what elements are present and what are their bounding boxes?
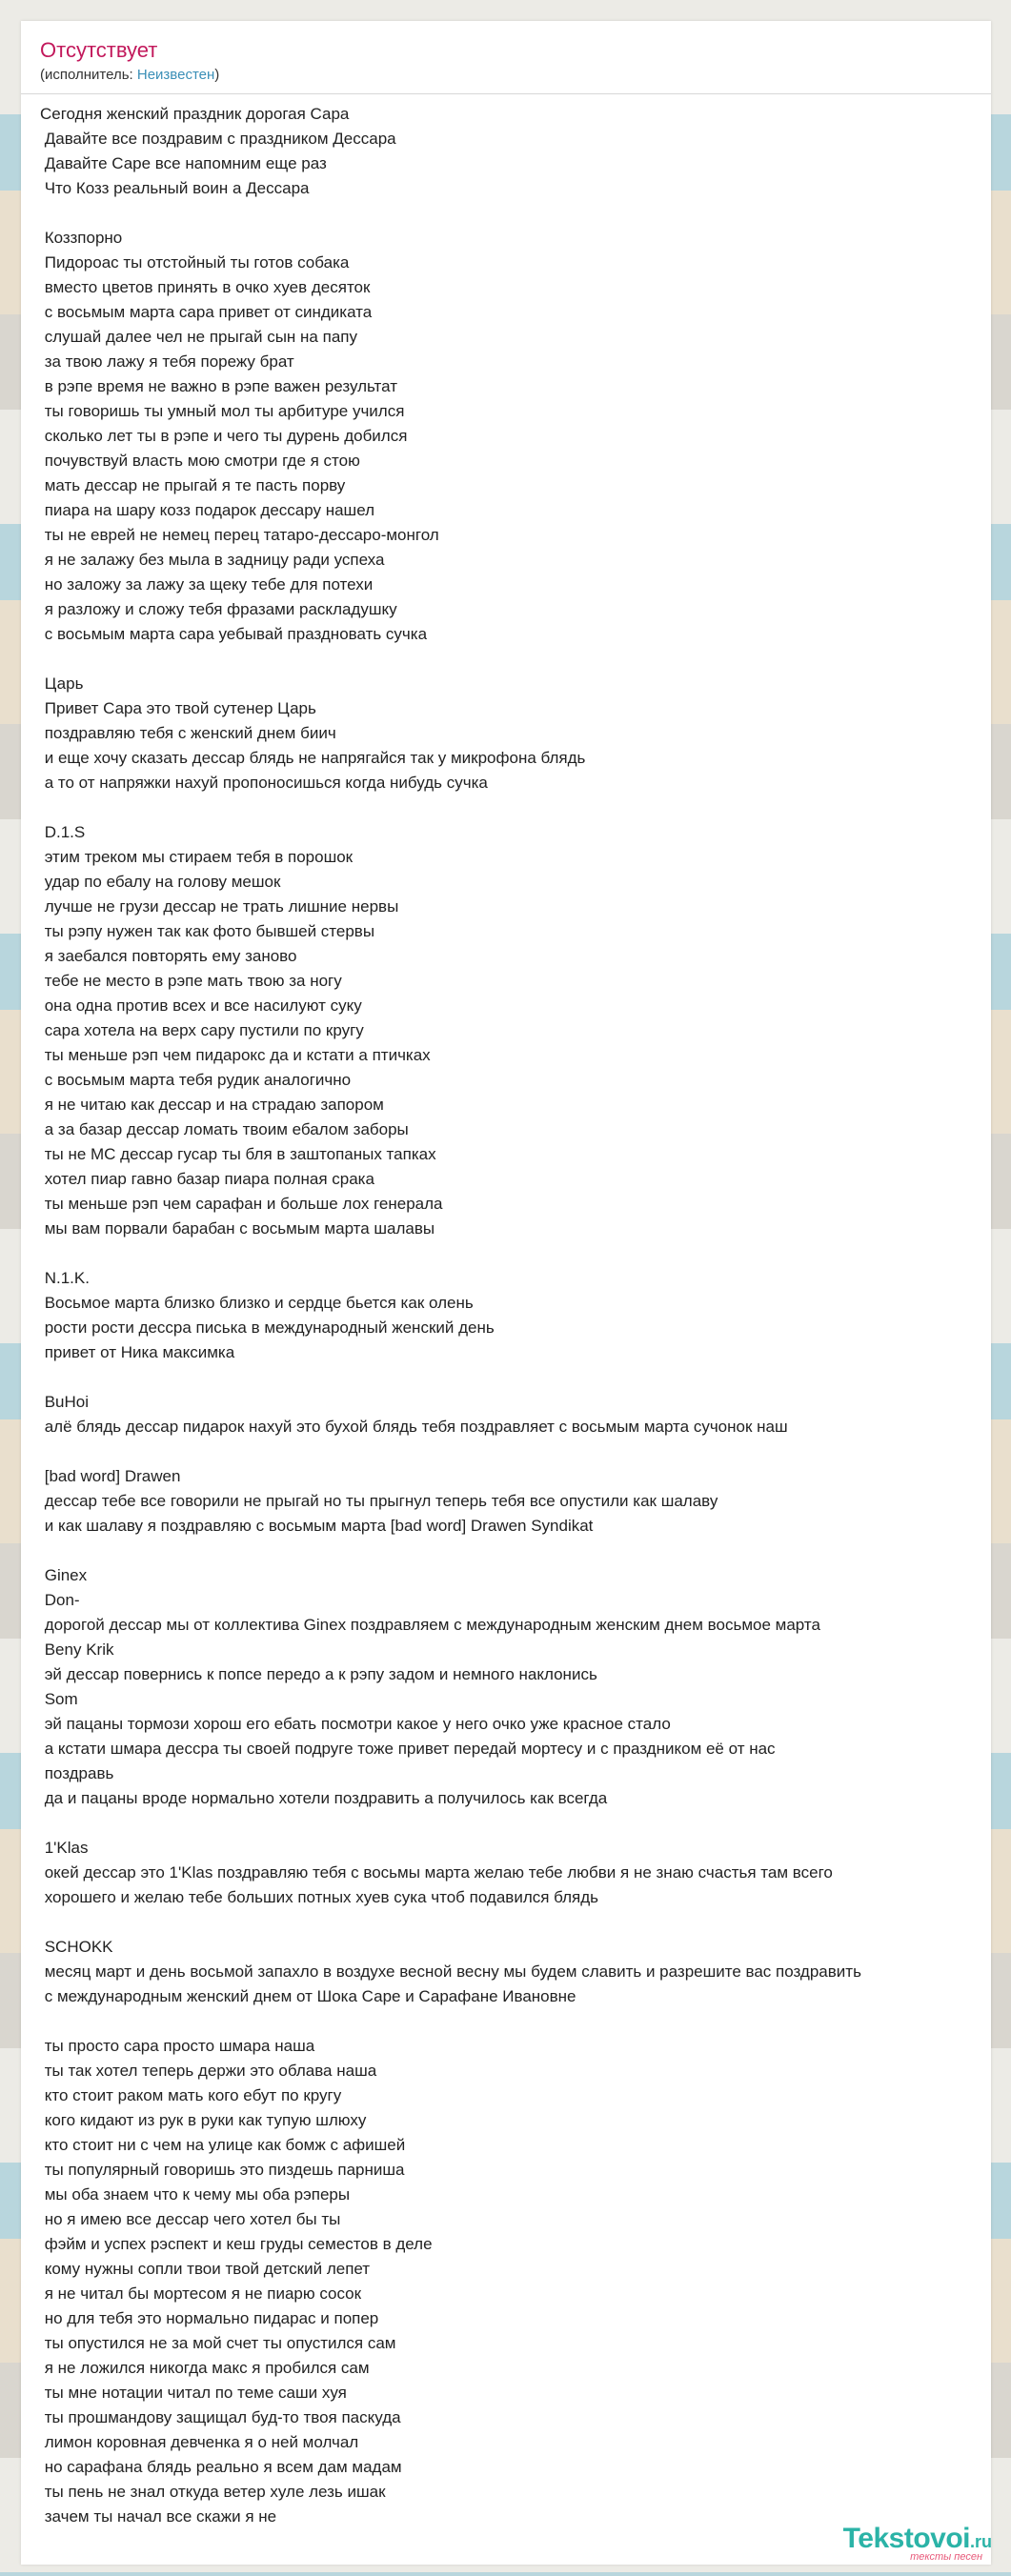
lyric-line: ты не МС дессар гусар ты бля в заштопаных тапках xyxy=(40,1145,436,1163)
lyric-line: с международным женский днем от Шока Саре и Сарафане Ивановне xyxy=(40,1987,576,2005)
lyric-line: [bad word] Drawen xyxy=(40,1467,181,1485)
artist-link[interactable]: Неизвестен xyxy=(136,67,215,83)
lyric-line: лучше не грузи дессар не трать лишние нервы xyxy=(40,897,399,916)
lyric-line: почувствуй власть мою смотри где я стою xyxy=(40,452,360,470)
lyric-line: хотел пиар гавно базар пиара полная срака xyxy=(40,1170,374,1188)
lyric-line: но для тебя это нормально пидарас и попер xyxy=(40,2309,379,2327)
lyric-line: ты пень не знал откуда ветер хуле лезь ишак xyxy=(40,2483,386,2501)
lyric-line: но сарафана блядь реально я всем дам мадам xyxy=(40,2458,402,2476)
lyric-line: сколько лет ты в рэпе и чего ты дурень добился xyxy=(40,427,408,445)
lyric-line: ты популярный говоришь это пиздешь парниша xyxy=(40,2161,405,2179)
lyric-line: ты мне нотации читал по теме саши хуя xyxy=(40,2384,347,2402)
lyric-line: SCHOKK xyxy=(40,1938,113,1956)
lyric-line: месяц март и день восьмой запахло в воздухе весной весну мы будем славить и разрешите вас поздравить xyxy=(40,1962,861,1981)
lyric-line: Коззпорно xyxy=(40,229,123,247)
lyric-line: ты не еврей не немец перец татаро-дессаро-монгол xyxy=(40,526,439,544)
lyric-line xyxy=(40,1241,991,1266)
lyric-line: ты просто сара просто шмара наша xyxy=(40,2037,315,2055)
lyric-line: мы вам порвали барабан с восьмым марта шалавы xyxy=(40,1219,435,1238)
lyric-line: с восьмым марта тебя рудик аналогично xyxy=(40,1071,352,1089)
lyric-line: Что Козз реальный воин а Дессара xyxy=(40,179,310,197)
lyric-line: фэйм и успех рэспект и кеш груды семестов в деле xyxy=(40,2235,433,2253)
lyric-line: Don- xyxy=(40,1591,80,1609)
lyric-line: я заебался повторять ему заново xyxy=(40,947,297,965)
lyric-line: Som xyxy=(40,1690,78,1708)
lyric-line: хорошего и желаю тебе больших потных хуев сука чтоб подавился блядь xyxy=(40,1888,599,1906)
lyric-line xyxy=(40,201,991,226)
lyric-line xyxy=(40,2009,991,2034)
lyric-line: Давайте Саре все напомним еще раз xyxy=(40,154,327,172)
lyric-line: кому нужны сопли твои твой детский лепет xyxy=(40,2260,371,2278)
lyric-line: Пидороас ты отстойный ты готов собака xyxy=(40,253,350,272)
lyric-line: Ginex xyxy=(40,1566,88,1584)
lyric-line: она одна против всех и все насилуют суку xyxy=(40,996,362,1015)
lyric-line: Привет Сара это твой сутенер Царь xyxy=(40,699,316,717)
lyric-line: кто стоит ни с чем на улице как бомж с афишей xyxy=(40,2136,406,2154)
artist-prefix: (исполнитель: xyxy=(40,67,137,83)
lyric-line: сара хотела на верх сару пустили по кругу xyxy=(40,1021,364,1039)
lyric-line: дессар тебе все говорили не прыгай но ты прыгнул теперь тебя все опустили как шалаву xyxy=(40,1492,718,1510)
lyric-line xyxy=(40,647,991,672)
lyric-line: но заложу за лажу за щеку тебе для потехи xyxy=(40,575,374,594)
lyric-line xyxy=(40,1439,991,1464)
lyric-line: я разложу и сложу тебя фразами раскладушку xyxy=(40,600,397,618)
lyric-line: этим треком мы стираем тебя в порошок xyxy=(40,848,354,866)
lyric-line xyxy=(40,1910,991,1935)
lyric-line: с восьмым марта сара уебывай праздновать сучка xyxy=(40,625,428,643)
lyric-line: ты говоришь ты умный мол ты арбитуре учился xyxy=(40,402,405,420)
artist-suffix: ) xyxy=(214,67,220,83)
lyric-line xyxy=(40,1539,991,1563)
lyric-line: удар по ебалу на голову мешок xyxy=(40,873,281,891)
lyric-line: мы оба знаем что к чему мы оба рэперы xyxy=(40,2185,351,2204)
lyric-line: мать дессар не прыгай я те пасть порву xyxy=(40,476,346,494)
lyric-line: в рэпе время не важно в рэпе важен результат xyxy=(40,377,398,395)
lyric-line: ты прошмандову защищал буд-то твоя паскуда xyxy=(40,2408,401,2426)
artist-line xyxy=(40,67,991,84)
lyric-line: я не залажу без мыла в задницу ради успеха xyxy=(40,551,385,569)
lyric-line: я не ложился никогда макс я пробился сам xyxy=(40,2359,370,2377)
lyric-line: ты рэпу нужен так как фото бывшей стервы xyxy=(40,922,375,940)
lyric-line: окей дессар это 1'Klas поздравляю тебя с восьмы марта желаю тебе любви я не знаю счастья там всего xyxy=(40,1863,833,1882)
lyric-line: ты опустился не за мой счет ты опустился сам xyxy=(40,2334,396,2352)
lyric-line: да и пацаны вроде нормально хотели поздравить а получилось как всегда xyxy=(40,1789,608,1807)
lyric-line: алё блядь дессар пидарок нахуй это бухой блядь тебя поздравляет с восьмым марта сучонок наш xyxy=(40,1418,788,1436)
lyric-line: лимон коровная девченка я о ней молчал xyxy=(40,2433,359,2451)
lyric-line: ты так хотел теперь держи это облава наша xyxy=(40,2062,377,2080)
lyric-line: с восьмым марта сара привет от синдиката xyxy=(40,303,373,321)
lyric-line: я не читал бы мортесом я не пиарю сосок xyxy=(40,2284,362,2303)
song-title: Отсутствует xyxy=(40,38,158,62)
lyric-line: Восьмое марта близко близко и сердце бьется как олень xyxy=(40,1294,474,1312)
song-header xyxy=(21,21,991,84)
lyric-line: слушай далее чел не прыгай сын на папу xyxy=(40,328,357,346)
lyric-line: я не читаю как дессар и на страдаю запором xyxy=(40,1096,384,1114)
lyric-line: пиара на шару козз подарок дессару нашел xyxy=(40,501,375,519)
lyric-line: дорогой дессар мы от коллектива Ginex поздравляем с международным женским днем восьмое марта xyxy=(40,1616,820,1634)
lyrics-text xyxy=(21,94,991,2529)
lyric-line: BuHoi xyxy=(40,1393,90,1411)
lyric-line: Beny Krik xyxy=(40,1640,114,1659)
logo-tagline: тексты песен xyxy=(910,2551,982,2563)
lyric-line: ты меньше рэп чем пидарокс да и кстати а птичках xyxy=(40,1046,431,1064)
lyric-line: а то от напряжки нахуй пропоносишься когда нибудь сучка xyxy=(40,774,488,792)
lyric-line: Сегодня женский праздник дорогая Сара xyxy=(40,105,350,123)
site-logo[interactable] xyxy=(843,2523,992,2563)
lyric-line: а кстати шмара дессра ты своей подруге тоже привет передай мортесу и с праздником её от нас xyxy=(40,1740,776,1758)
lyric-line xyxy=(40,1811,991,1836)
lyric-line: зачем ты начал все скажи я не xyxy=(40,2507,277,2526)
lyric-line: эй дессар повернись к попсе передо а к рэпу задом и немного наклонись xyxy=(40,1665,597,1683)
lyric-line: кто стоит раком мать кого ебут по кругу xyxy=(40,2086,342,2104)
lyric-line: Давайте все поздравим с праздником Дессара xyxy=(40,130,396,148)
lyric-line: 1'Klas xyxy=(40,1839,89,1857)
lyrics-page xyxy=(21,21,991,2565)
lyric-line: эй пацаны тормози хорош его ебать посмотри какое у него очко уже красное стало xyxy=(40,1715,671,1733)
lyric-line: за твою лажу я тебя порежу брат xyxy=(40,352,294,371)
lyric-line xyxy=(40,795,991,820)
lyric-line: рости рости дессра писька в международный женский день xyxy=(40,1318,495,1337)
lyric-line xyxy=(40,1365,991,1390)
logo-name: Tekstovoi xyxy=(842,2523,970,2554)
lyric-line: вместо цветов принять в очко хуев десяток xyxy=(40,278,371,296)
lyric-line: поздравь xyxy=(40,1764,114,1782)
lyric-line: N.1.K. xyxy=(40,1269,90,1287)
lyric-line: Царь xyxy=(40,674,84,693)
lyric-line: D.1.S xyxy=(40,823,86,841)
lyric-line: и как шалаву я поздравляю с восьмым марта [bad word] Drawen Syndikat xyxy=(40,1517,594,1535)
lyric-line: привет от Ника максимка xyxy=(40,1343,235,1361)
lyric-line: а за базар дессар ломать твоим ебалом заборы xyxy=(40,1120,409,1138)
lyric-line: поздравляю тебя с женский днем биич xyxy=(40,724,336,742)
logo-tld: .ru xyxy=(969,2532,992,2551)
lyric-line: кого кидают из рук в руки как тупую шлюху xyxy=(40,2111,367,2129)
lyric-line: тебе не место в рэпе мать твою за ногу xyxy=(40,972,342,990)
lyric-line: ты меньше рэп чем сарафан и больше лох генерала xyxy=(40,1195,443,1213)
lyric-line: и еще хочу сказать дессар блядь не напрягайся так у микрофона блядь xyxy=(40,749,586,767)
lyric-line: но я имею все дессар чего хотел бы ты xyxy=(40,2210,341,2228)
